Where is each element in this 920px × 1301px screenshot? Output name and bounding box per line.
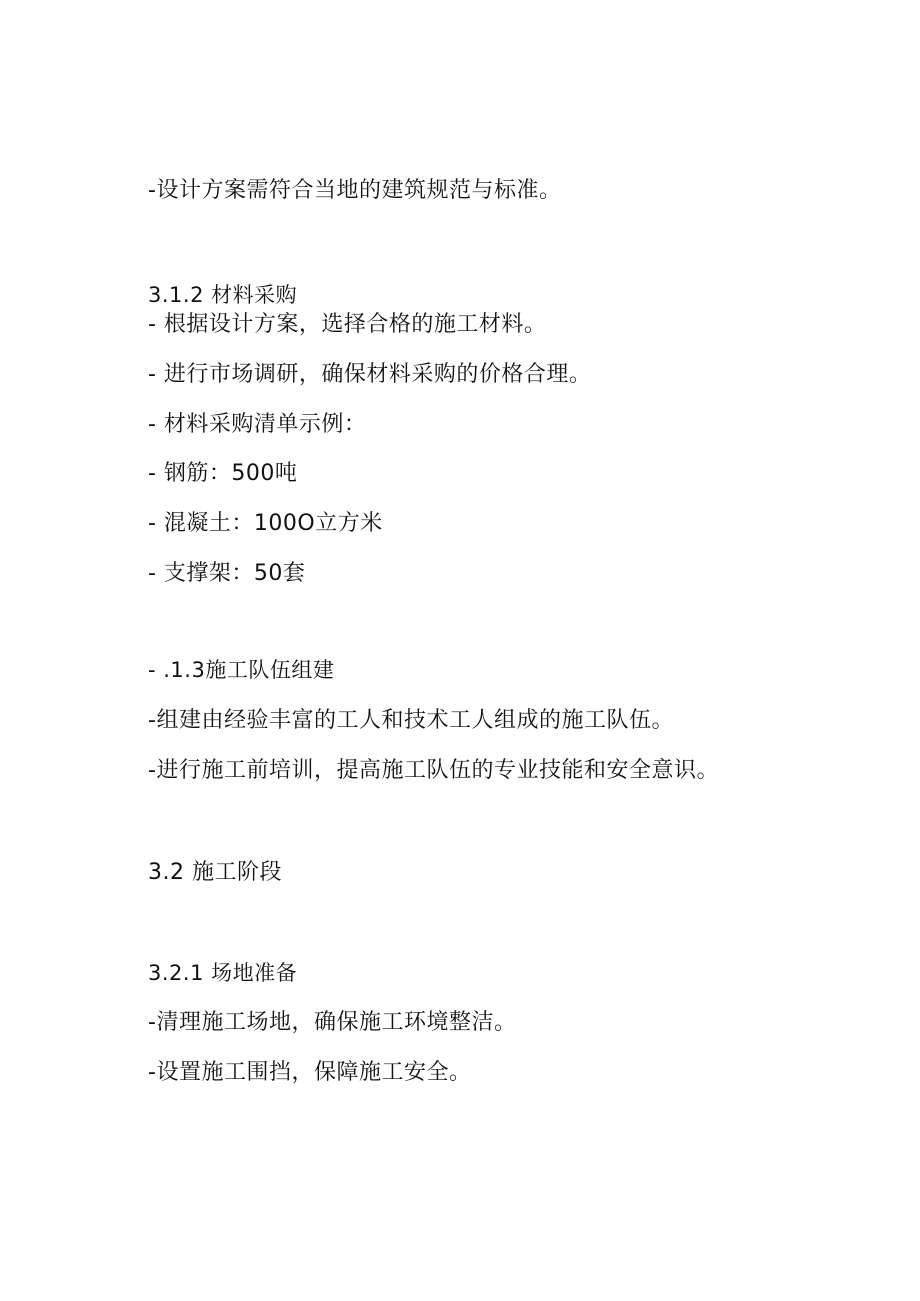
list-item: - 支撑架：50套 bbox=[148, 561, 306, 586]
list-item: - 钢筋：500吨 bbox=[148, 461, 298, 486]
list-item: - 材料采购清单示例： bbox=[148, 412, 367, 437]
list-item: - 混凝土：100O立方米 bbox=[148, 511, 383, 536]
section-heading-3-1-2: 3.1.2 材料采购 bbox=[148, 283, 298, 307]
list-item: -组建由经验丰富的工人和技术工人组成的施工队伍。 bbox=[148, 708, 674, 733]
paragraph-design-standards: -设计方案需符合当地的建筑规范与标准。 bbox=[148, 178, 562, 203]
list-item: - 根据设计方案，选择合格的施工材料。 bbox=[148, 312, 547, 337]
section-heading-3-2: 3.2 施工阶段 bbox=[148, 860, 282, 885]
section-heading-3-2-1: 3.2.1 场地准备 bbox=[148, 961, 298, 985]
list-item: -清理施工场地，确保施工环境整洁。 bbox=[148, 1010, 517, 1035]
section-heading-1-3: - .1.3施工队伍组建 bbox=[148, 658, 335, 682]
list-item: - 进行市场调研，确保材料采购的价格合理。 bbox=[148, 362, 592, 387]
list-item: -进行施工前培训，提高施工队伍的专业技能和安全意识。 bbox=[148, 758, 719, 783]
list-item: -设置施工围挡，保障施工安全。 bbox=[148, 1060, 472, 1085]
